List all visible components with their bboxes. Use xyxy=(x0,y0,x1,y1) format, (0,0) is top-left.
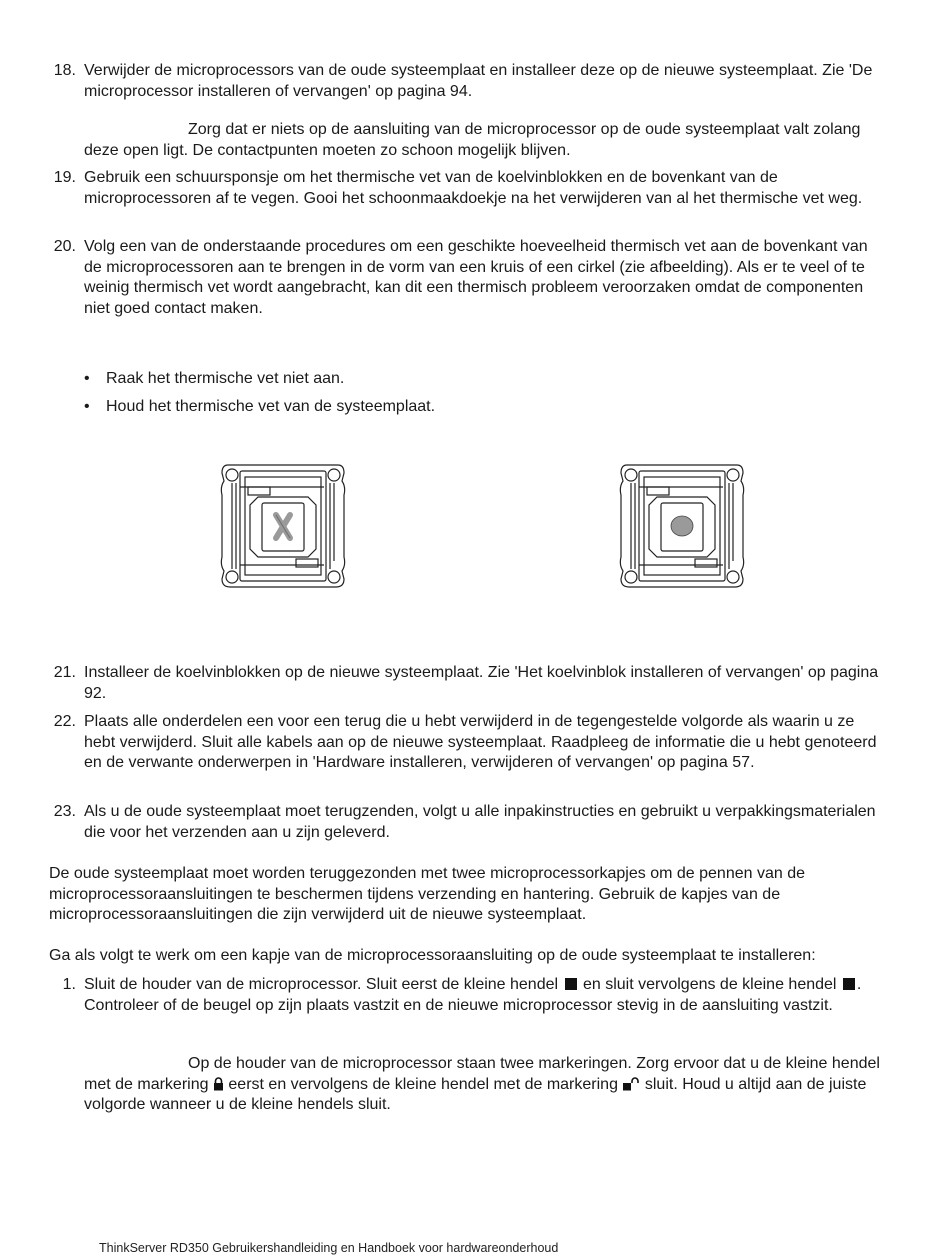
step-23 xyxy=(48,802,888,843)
step-text: Volg een van de onderstaande procedures om een geschikte hoeveelheid thermisch vet aan de bovenkant van de microprocessoren aan te brengen in de vorm van een kruis of een cirkel (zie afbeelding). Als er te veel of te weinig thermisch vet wordt aangebracht, kan dit een thermisch probleem veroorzaken omdat de componenten niet goed contact maken. xyxy=(84,238,868,317)
step-text: Als u de oude systeemplaat moet terugzenden, volgt u alle inpakinstructies en gebruikt u verpakkingsmaterialen die voor het verzenden aan u zijn geleverd. xyxy=(84,803,876,841)
step-21 xyxy=(48,663,888,704)
note-text: Zorg dat er niets op de aansluiting van de microprocessor op de oude systeemplaat valt zolang deze open ligt. De contactpunten moeten zo schoon mogelijk blijven. xyxy=(84,121,861,159)
callout-2-icon xyxy=(843,978,855,990)
step-text: Installeer de koelvinblokken op de nieuwe systeemplaat. Zie 'Het koelvinblok installeren of vervangen' op pagina 92. xyxy=(84,664,879,702)
return-paragraph: De oude systeemplaat moet worden teruggezonden met twee microprocessorkapjes om de pennen van de microprocessoraansluitingen te beschermen tijdens verzending en hantering. Gebruik de kapjes van de microprocessoraansluitingen die zijn verwijderd uit de nieuwe systeemplaat. xyxy=(49,865,805,924)
step-text-part: Sluit de houder van de microprocessor. Sluit eerst de kleine hendel xyxy=(84,976,559,993)
note-text-part: Op de houder van de microprocessor staan twee markeringen. Zorg ervoor dat u de kleine hendel met de markering xyxy=(84,1055,880,1093)
lock-icon xyxy=(213,1077,224,1091)
step-number: 19. xyxy=(53,169,76,186)
step-20 xyxy=(48,237,888,319)
step-1 xyxy=(48,975,888,1016)
bullet-item xyxy=(84,369,344,390)
step-text-part: en sluit vervolgens de kleine hendel xyxy=(582,976,837,993)
step-number: 23. xyxy=(53,803,76,820)
note-text-part: sluit. Houd u altijd aan de juiste volgorde wanneer u de kleine hendels sluit. xyxy=(84,1075,867,1114)
cpu-socket-circle-figure xyxy=(617,461,747,591)
circle-grease-pattern xyxy=(671,516,693,536)
step-text: Gebruik een schuursponsje om het thermische vet van de koelvinblokken en de bovenkant van de microprocessoren af te vegen. Gooi het schoonmaakdoekje na het verwijderen van al het thermische vet weg. xyxy=(84,169,863,207)
step-text: Plaats alle onderdelen een voor een terug die u hebt verwijderd in de tegengestelde volgorde als waarin u ze hebt verwijderd. Sluit alle kabels aan op de nieuwe systeemplaat. Raadpleeg de informatie die u hebt genoteerd en de verwante onderwerpen in 'Hardware installeren, verwijderen of vervangen' op pagina 57. xyxy=(84,713,877,772)
bullet-text: Raak het thermische vet niet aan. xyxy=(106,370,345,387)
step-number: 20. xyxy=(53,238,76,255)
step-number: 21. xyxy=(53,664,76,681)
step-number: 1. xyxy=(62,976,76,993)
unlock-icon xyxy=(622,1077,640,1091)
page-footer: ThinkServer RD350 Gebruikershandleiding en Handboek voor hardwareonderhoud xyxy=(99,1241,559,1255)
bullet-marker: • xyxy=(84,398,90,415)
step-text: Verwijder de microprocessors van de oude systeemplaat en installeer deze op de nieuwe systeemplaat. Zie 'De microprocessor installeren of vervangen' op pagina 94. xyxy=(84,62,873,100)
step-number: 22. xyxy=(53,713,76,730)
attention-note xyxy=(84,120,884,161)
bullet-marker: • xyxy=(84,370,90,387)
cross-grease-pattern xyxy=(276,515,290,538)
cpu-socket-cross-figure xyxy=(218,461,348,591)
attention-note xyxy=(84,1054,884,1116)
step-22 xyxy=(48,712,888,774)
step-18 xyxy=(48,61,888,102)
bullet-text: Houd het thermische vet van de systeemplaat. xyxy=(106,398,436,415)
callout-1-icon xyxy=(565,978,577,990)
note-text-part: eerst en vervolgens de kleine hendel met de markering xyxy=(228,1075,618,1093)
step-text-part: . Controleer of de beugel op zijn plaats vastzit en de nieuwe microprocessor stevig in de aansluiting vastzit. xyxy=(84,976,862,1014)
step-19 xyxy=(48,168,888,209)
intro-paragraph: Ga als volgt te werk om een kapje van de microprocessoraansluiting op de oude systeemplaat te installeren: xyxy=(49,947,816,964)
step-number: 18. xyxy=(53,62,76,79)
bullet-item xyxy=(84,397,435,418)
step-text xyxy=(84,975,888,1016)
